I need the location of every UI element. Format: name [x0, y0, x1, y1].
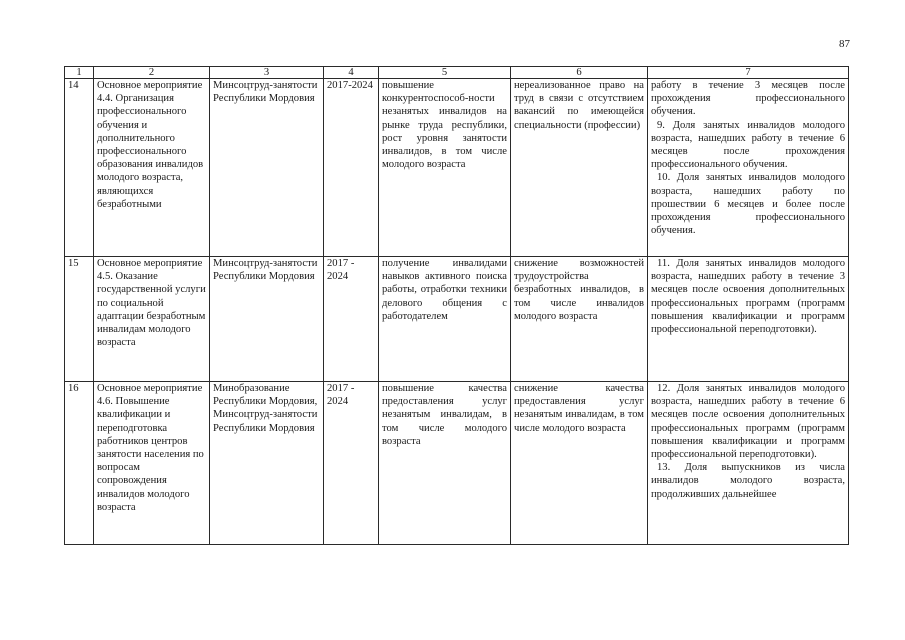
program-table	[64, 66, 849, 545]
indicator-text: работу в течение 3 месяцев после прохождения профессионального обучения.	[651, 80, 845, 118]
executor-cell: Минобразование Республики Мордовия, Минсоцтруд-занятости Республики Мордовия	[210, 382, 324, 545]
row-number: 14	[65, 79, 94, 257]
column-number: 5	[379, 67, 511, 79]
event-cell: Основное мероприятие 4.5. Оказание государственной услуги по социальной адаптации безработным инвалидам молодого возраста	[94, 257, 210, 382]
executor-cell: Минсоцтруд-занятости Республики Мордовия	[210, 79, 324, 257]
column-number: 3	[210, 67, 324, 79]
consequence-cell: снижение качества предоставления услуг незанятым инвалидам, в том числе молодого возраста	[511, 382, 648, 545]
column-number: 6	[511, 67, 648, 79]
indicator-text: 9. Доля занятых инвалидов молодого возраста, нашедших работу в течение 6 месяцев после прохождения профессионального обучения.	[651, 119, 845, 171]
indicators-cell	[648, 382, 849, 545]
result-cell: повышение качества предоставления услуг незанятым инвалидам, в том числе молодого возраста	[379, 382, 511, 545]
table-row	[65, 79, 849, 257]
column-number: 1	[65, 67, 94, 79]
indicator-text: 13. Доля выпускников из числа инвалидов молодого возраста, продолживших дальнейшее	[651, 462, 845, 500]
column-number-row	[65, 67, 849, 79]
period-cell: 2017 - 2024	[324, 382, 379, 545]
column-number: 4	[324, 67, 379, 79]
row-number: 16	[65, 382, 94, 545]
column-number: 2	[94, 67, 210, 79]
indicator-text: 11. Доля занятых инвалидов молодого возраста, нашедших работу в течение 3 месяцев после освоения дополнительных профессиональных программ (программ повышения квалификации и программ профессиональной переподготовки).	[651, 258, 845, 336]
table-row	[65, 257, 849, 382]
consequence-cell: снижение возможностей трудоустройства безработных инвалидов, в том числе инвалидов молодого возраста	[511, 257, 648, 382]
indicator-text: 12. Доля занятых инвалидов молодого возраста, нашедших работу в течение 6 месяцев после освоения дополнительных профессиональных программ (программ повышения квалификации и программ профессиональной переподготовки).	[651, 383, 845, 461]
event-cell: Основное мероприятие 4.4. Организация профессионального обучения и дополнительного профессионального образования инвалидов молодого возраста, являющихся безработными	[94, 79, 210, 257]
result-cell: повышение конкурентоспособ-ности незанятых инвалидов на рынке труда республики, рост уровня занятости инвалидов, в том числе молодого возраста	[379, 79, 511, 257]
period-cell: 2017-2024	[324, 79, 379, 257]
result-cell: получение инвалидами навыков активного поиска работы, отработки техники делового общения с работодателем	[379, 257, 511, 382]
page-number: 87	[839, 38, 850, 50]
indicators-cell	[648, 257, 849, 382]
consequence-cell: нереализованное право на труд в связи с отсутствием вакансий по имеющейся специальности (профессии)	[511, 79, 648, 257]
executor-cell: Минсоцтруд-занятости Республики Мордовия	[210, 257, 324, 382]
row-number: 15	[65, 257, 94, 382]
indicator-text: 10. Доля занятых инвалидов молодого возраста, нашедших работу по прошествии 6 месяцев и более после прохождения профессионального обучения.	[651, 172, 845, 237]
column-number: 7	[648, 67, 849, 79]
indicators-cell	[648, 79, 849, 257]
period-cell: 2017 - 2024	[324, 257, 379, 382]
table-row	[65, 382, 849, 545]
event-cell: Основное мероприятие 4.6. Повышение квалификации и переподготовка работников центров занятости населения по вопросам сопровождения инвалидов молодого возраста	[94, 382, 210, 545]
